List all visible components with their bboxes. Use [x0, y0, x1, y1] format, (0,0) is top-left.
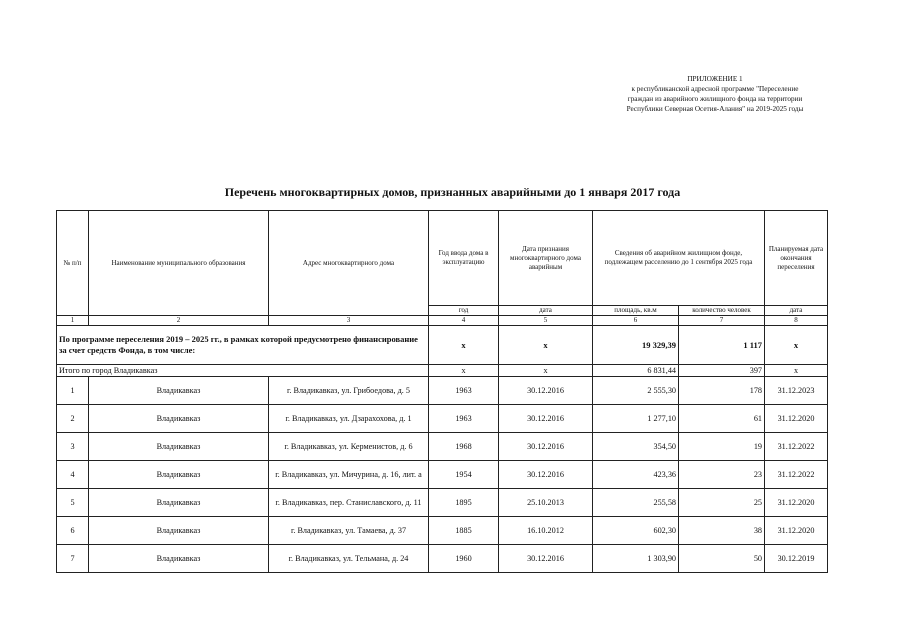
row-end: 31.12.2023 — [765, 377, 828, 405]
col-number: 2 — [89, 316, 269, 326]
row-date: 16.10.2012 — [499, 517, 593, 545]
row-end: 31.12.2020 — [765, 489, 828, 517]
row-address: г. Владикавказ, ул. Тельмана, д. 24 — [269, 545, 429, 573]
row-people: 25 — [679, 489, 765, 517]
row-area: 602,30 — [593, 517, 679, 545]
row-area: 255,58 — [593, 489, 679, 517]
appendix-block — [590, 74, 840, 114]
row-area: 354,50 — [593, 433, 679, 461]
row-date: 30.12.2016 — [499, 405, 593, 433]
row-people: 50 — [679, 545, 765, 573]
city-total-row — [57, 365, 828, 377]
row-num: 2 — [57, 405, 89, 433]
unit-date: дата — [499, 306, 593, 316]
table-row — [57, 517, 828, 545]
col-number: 1 — [57, 316, 89, 326]
row-people: 23 — [679, 461, 765, 489]
table-row — [57, 489, 828, 517]
header-end: Планируемая дата окончания переселения — [765, 211, 828, 306]
program-area: 19 329,39 — [593, 326, 679, 365]
col-number: 6 — [593, 316, 679, 326]
unit-area: площадь, кв.м — [593, 306, 679, 316]
col-number: 5 — [499, 316, 593, 326]
row-date: 30.12.2016 — [499, 433, 593, 461]
row-address: г. Владикавказ, ул. Дзарахохова, д. 1 — [269, 405, 429, 433]
row-address: г. Владикавказ, ул. Керменистов, д. 6 — [269, 433, 429, 461]
row-people: 178 — [679, 377, 765, 405]
city-end: х — [765, 365, 828, 377]
row-year: 1963 — [429, 377, 499, 405]
row-year: 1960 — [429, 545, 499, 573]
header-info: Сведения об аварийном жилищном фонде, подлежащем расселению до 1 сентября 2025 года — [593, 211, 765, 306]
row-people: 38 — [679, 517, 765, 545]
column-numbers-row — [57, 316, 828, 326]
row-year: 1885 — [429, 517, 499, 545]
program-date: х — [499, 326, 593, 365]
city-label: Итого по город Владикавказ — [57, 365, 429, 377]
row-num: 6 — [57, 517, 89, 545]
program-end: х — [765, 326, 828, 365]
document-title: Перечень многоквартирных домов, признанных аварийными до 1 января 2017 года — [224, 185, 681, 199]
row-num: 5 — [57, 489, 89, 517]
header-row — [57, 211, 828, 306]
table-row — [57, 461, 828, 489]
table-row — [57, 545, 828, 573]
row-year: 1963 — [429, 405, 499, 433]
col-number: 7 — [679, 316, 765, 326]
row-address: г. Владикавказ, ул. Мичурина, д. 16, лит. а — [269, 461, 429, 489]
appendix-heading: ПРИЛОЖЕНИЕ 1 — [687, 75, 743, 83]
row-area: 2 555,30 — [593, 377, 679, 405]
row-year: 1954 — [429, 461, 499, 489]
unit-people: количество человек — [679, 306, 765, 316]
row-area: 1 277,10 — [593, 405, 679, 433]
header-num: № п/п — [57, 211, 89, 316]
row-end: 30.12.2019 — [765, 545, 828, 573]
col-number: 3 — [269, 316, 429, 326]
col-number: 8 — [765, 316, 828, 326]
row-municipality: Владикавказ — [89, 405, 269, 433]
table-row — [57, 377, 828, 405]
program-label: По программе переселения 2019 – 2025 гг., в рамках которой предусмотрено финансирование за счет средств Фонда, в том числе: — [57, 326, 429, 365]
appendix-line: к республиканской адресной программе "Переселение — [631, 85, 799, 93]
appendix-line: Республики Северная Осетия-Алания" на 2019-2025 годы — [626, 105, 804, 113]
row-area: 1 303,90 — [593, 545, 679, 573]
program-total-row — [57, 326, 828, 365]
row-municipality: Владикавказ — [89, 489, 269, 517]
row-municipality: Владикавказ — [89, 517, 269, 545]
row-address: г. Владикавказ, ул. Тамаева, д. 37 — [269, 517, 429, 545]
row-num: 4 — [57, 461, 89, 489]
row-date: 25.10.2013 — [499, 489, 593, 517]
row-people: 19 — [679, 433, 765, 461]
program-year: х — [429, 326, 499, 365]
row-year: 1968 — [429, 433, 499, 461]
row-area: 423,36 — [593, 461, 679, 489]
program-people: 1 117 — [679, 326, 765, 365]
unit-end: дата — [765, 306, 828, 316]
row-num: 1 — [57, 377, 89, 405]
header-address: Адрес многоквартирного дома — [269, 211, 429, 316]
row-municipality: Владикавказ — [89, 377, 269, 405]
city-date: х — [499, 365, 593, 377]
col-number: 4 — [429, 316, 499, 326]
row-num: 7 — [57, 545, 89, 573]
row-year: 1895 — [429, 489, 499, 517]
row-address: г. Владикавказ, пер. Станиславского, д. 11 — [269, 489, 429, 517]
row-address: г. Владикавказ, ул. Грибоедова, д. 5 — [269, 377, 429, 405]
row-end: 31.12.2022 — [765, 461, 828, 489]
row-people: 61 — [679, 405, 765, 433]
city-area: 6 831,44 — [593, 365, 679, 377]
unit-year: год — [429, 306, 499, 316]
row-end: 31.12.2020 — [765, 517, 828, 545]
row-end: 31.12.2022 — [765, 433, 828, 461]
row-date: 30.12.2016 — [499, 461, 593, 489]
row-date: 30.12.2016 — [499, 545, 593, 573]
header-year: Год ввода дома в эксплуатацию — [429, 211, 499, 306]
housing-table — [56, 210, 828, 573]
row-end: 31.12.2020 — [765, 405, 828, 433]
row-municipality: Владикавказ — [89, 461, 269, 489]
row-date: 30.12.2016 — [499, 377, 593, 405]
row-municipality: Владикавказ — [89, 545, 269, 573]
appendix-line: граждан из аварийного жилищного фонда на территории — [627, 95, 803, 103]
table-row — [57, 433, 828, 461]
header-municipality: Наименование муниципального образования — [89, 211, 269, 316]
row-num: 3 — [57, 433, 89, 461]
header-date: Дата признания многоквартирного дома аварийным — [499, 211, 593, 306]
row-municipality: Владикавказ — [89, 433, 269, 461]
city-year: х — [429, 365, 499, 377]
table-row — [57, 405, 828, 433]
city-people: 397 — [679, 365, 765, 377]
